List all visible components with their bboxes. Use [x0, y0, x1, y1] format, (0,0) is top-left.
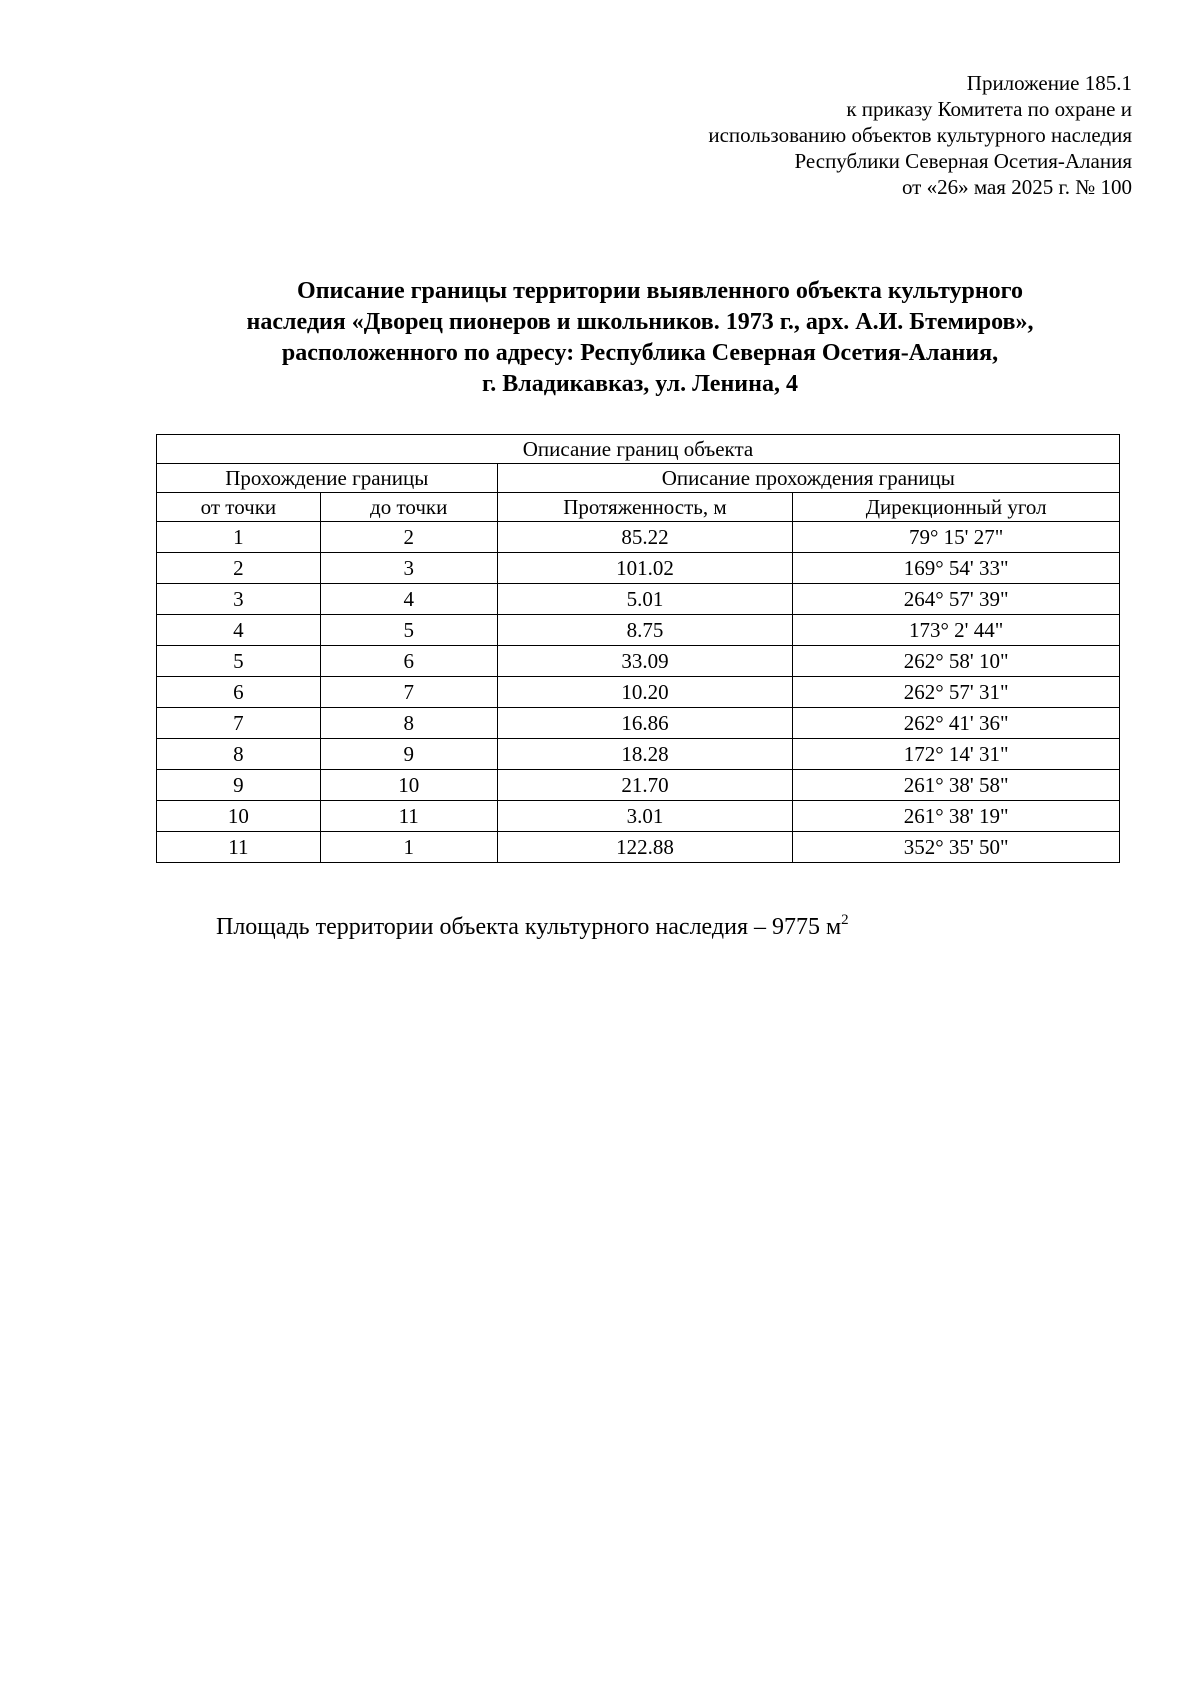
- column-header-bearing: Дирекционный угол: [793, 493, 1120, 522]
- cell-from-point: 11: [157, 832, 321, 863]
- cell-length: 21.70: [497, 770, 793, 801]
- table-row: [157, 522, 1120, 553]
- cell-bearing: 261° 38' 58": [793, 770, 1120, 801]
- table-row: [157, 770, 1120, 801]
- table-row: [157, 677, 1120, 708]
- cell-from-point: 8: [157, 739, 321, 770]
- cell-bearing: 173° 2' 44": [793, 615, 1120, 646]
- cell-bearing: 352° 35' 50": [793, 832, 1120, 863]
- appendix-line: от «26» мая 2025 г. № 100: [901, 175, 1132, 199]
- appendix-header: [708, 70, 1132, 200]
- column-header-from-point: от точки: [157, 493, 321, 522]
- boundary-table: [156, 434, 1120, 863]
- cell-length: 3.01: [497, 801, 793, 832]
- cell-to-point: 3: [320, 553, 497, 584]
- cell-from-point: 6: [157, 677, 321, 708]
- cell-length: 18.28: [497, 739, 793, 770]
- table-row: [157, 553, 1120, 584]
- table-caption: Описание границ объекта: [157, 435, 1120, 464]
- cell-bearing: 172° 14' 31": [793, 739, 1120, 770]
- cell-from-point: 4: [157, 615, 321, 646]
- cell-bearing: 264° 57' 39": [793, 584, 1120, 615]
- group-header-passage-description: Описание прохождения границы: [497, 464, 1119, 493]
- cell-length: 16.86: [497, 708, 793, 739]
- area-statement: [216, 912, 849, 942]
- cell-bearing: 169° 54' 33": [793, 553, 1120, 584]
- cell-length: 5.01: [497, 584, 793, 615]
- cell-bearing: 262° 58' 10": [793, 646, 1120, 677]
- cell-to-point: 5: [320, 615, 497, 646]
- title-line: г. Владикавказ, ул. Ленина, 4: [482, 371, 798, 397]
- cell-from-point: 10: [157, 801, 321, 832]
- appendix-line: Приложение 185.1: [966, 71, 1132, 95]
- table-column-header-row: [157, 493, 1120, 522]
- cell-length: 122.88: [497, 832, 793, 863]
- cell-to-point: 8: [320, 708, 497, 739]
- cell-from-point: 9: [157, 770, 321, 801]
- table-group-header-row: [157, 464, 1120, 493]
- cell-length: 8.75: [497, 615, 793, 646]
- cell-from-point: 2: [157, 553, 321, 584]
- table-row: [157, 708, 1120, 739]
- appendix-line: Республики Северная Осетия-Алания: [794, 149, 1132, 173]
- cell-bearing: 261° 38' 19": [793, 801, 1120, 832]
- group-header-boundary-passage: Прохождение границы: [157, 464, 498, 493]
- cell-to-point: 10: [320, 770, 497, 801]
- table-row: [157, 646, 1120, 677]
- cell-to-point: 4: [320, 584, 497, 615]
- area-unit-superscript: 2: [841, 912, 849, 928]
- cell-bearing: 262° 41' 36": [793, 708, 1120, 739]
- title-line: расположенного по адресу: Республика Северная Осетия-Алания,: [281, 340, 999, 366]
- area-text: Площадь территории объекта культурного наследия – 9775 м: [216, 914, 842, 940]
- table-row: [157, 739, 1120, 770]
- cell-bearing: 262° 57' 31": [793, 677, 1120, 708]
- column-header-to-point: до точки: [320, 493, 497, 522]
- table-row: [157, 615, 1120, 646]
- column-header-length: Протяженность, м: [497, 493, 793, 522]
- cell-from-point: 7: [157, 708, 321, 739]
- cell-from-point: 3: [157, 584, 321, 615]
- table-row: [157, 584, 1120, 615]
- appendix-line: использованию объектов культурного наследия: [708, 123, 1132, 147]
- cell-from-point: 1: [157, 522, 321, 553]
- cell-from-point: 5: [157, 646, 321, 677]
- document-title: [150, 276, 1130, 400]
- table-row: [157, 832, 1120, 863]
- cell-to-point: 2: [320, 522, 497, 553]
- title-line: Описание границы территории выявленного объекта культурного: [297, 278, 1023, 304]
- table-row: [157, 801, 1120, 832]
- cell-length: 85.22: [497, 522, 793, 553]
- cell-to-point: 6: [320, 646, 497, 677]
- cell-length: 101.02: [497, 553, 793, 584]
- cell-length: 10.20: [497, 677, 793, 708]
- appendix-line: к приказу Комитета по охране и: [846, 97, 1132, 121]
- cell-to-point: 1: [320, 832, 497, 863]
- cell-length: 33.09: [497, 646, 793, 677]
- table-caption-row: [157, 435, 1120, 464]
- cell-to-point: 9: [320, 739, 497, 770]
- title-line: наследия «Дворец пионеров и школьников. 1973 г., арх. А.И. Бтемиров»,: [246, 309, 1034, 335]
- cell-bearing: 79° 15' 27": [793, 522, 1120, 553]
- cell-to-point: 11: [320, 801, 497, 832]
- cell-to-point: 7: [320, 677, 497, 708]
